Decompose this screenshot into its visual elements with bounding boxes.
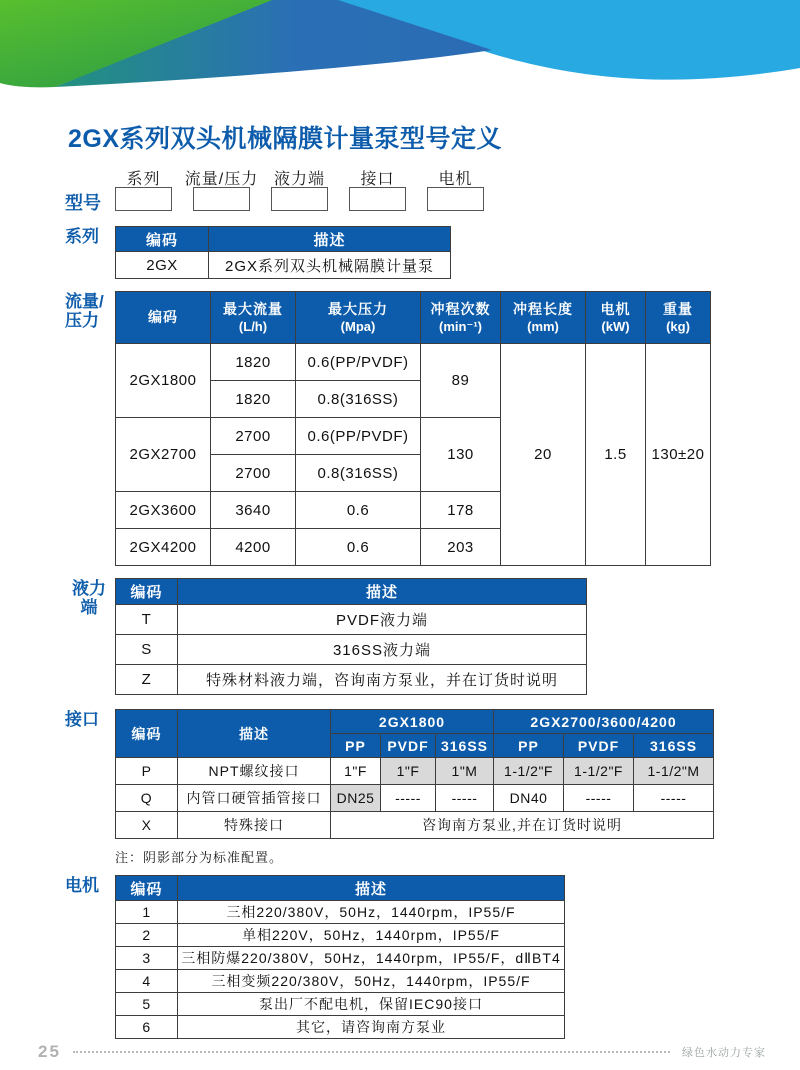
- series-side-label: 系列: [65, 227, 99, 246]
- flow-cell: 4200: [211, 529, 296, 566]
- header-cell: 编码: [116, 579, 178, 605]
- code-cell: 2: [116, 924, 178, 947]
- table-row: [116, 924, 565, 947]
- model-code-cell: 2GX2700: [116, 418, 211, 492]
- code-cell: 5: [116, 993, 178, 1016]
- table-row: [116, 758, 714, 785]
- code-cell: S: [116, 635, 178, 665]
- desc-cell: 特殊材料液力端，咨询南方泵业，并在订货时说明: [178, 665, 587, 695]
- page-footer: [0, 1042, 800, 1062]
- pressure-cell: 0.6(PP/PVDF): [296, 344, 421, 381]
- model-code-cell: 2GX1800: [116, 344, 211, 418]
- table-row: [116, 947, 565, 970]
- code-cell: 4: [116, 970, 178, 993]
- code-cell: 6: [116, 1016, 178, 1039]
- strokes-cell: 178: [421, 492, 501, 529]
- pressure-cell: 0.6: [296, 492, 421, 529]
- hydraulic-side-label: 液力 端: [72, 579, 106, 617]
- desc-cell: 316SS液力端: [178, 635, 587, 665]
- material-header-cell: 316SS: [634, 734, 714, 758]
- header-cell: 描述: [209, 227, 451, 252]
- desc-cell: 2GX系列双头机械隔膜计量泵: [209, 252, 451, 279]
- motor-table: [115, 875, 565, 1039]
- model-slot-label: 流量/压力: [184, 171, 259, 188]
- model-slot-series: [115, 171, 172, 211]
- size-cell: 1"M: [436, 758, 494, 785]
- merged-note-cell: 咨询南方泵业,并在订货时说明: [331, 812, 714, 839]
- pressure-cell: 0.8(316SS): [296, 455, 421, 492]
- footer-dotted-line: [73, 1051, 670, 1053]
- material-header-cell: PVDF: [564, 734, 634, 758]
- header-cell: 编码: [116, 710, 178, 758]
- model-slot-flow: [184, 171, 259, 211]
- table-row: [116, 1016, 565, 1039]
- code-cell: T: [116, 605, 178, 635]
- section-hydraulic-end: [72, 578, 800, 695]
- model-slot-hydraulic: [271, 171, 328, 211]
- model-slot-box: [193, 187, 250, 211]
- model-label: 型号: [65, 193, 101, 213]
- flow-cell: 1820: [211, 344, 296, 381]
- header-cell: 描述: [178, 710, 331, 758]
- table-row: [116, 970, 565, 993]
- weight-cell: 130±20: [646, 344, 711, 566]
- desc-cell: 三相变频220/380V，50Hz，1440rpm，IP55/F: [178, 970, 565, 993]
- header-cell: 冲程长度 (mm): [501, 292, 586, 344]
- desc-cell: 三相防爆220/380V，50Hz，1440rpm，IP55/F，dⅡBT4: [178, 947, 565, 970]
- pressure-cell: 0.6: [296, 529, 421, 566]
- header-cell: 编码: [116, 876, 178, 901]
- desc-cell: 内管口硬管插管接口: [178, 785, 331, 812]
- strokes-cell: 89: [421, 344, 501, 418]
- strokes-cell: 130: [421, 418, 501, 492]
- size-cell: -----: [381, 785, 436, 812]
- table-row: [116, 605, 587, 635]
- header-cell: 编码: [116, 227, 209, 252]
- header-cell: 重量 (kg): [646, 292, 711, 344]
- group-header-2gx2700-3600-4200: 2GX2700/3600/4200: [494, 710, 714, 734]
- flow-cell: 2700: [211, 455, 296, 492]
- interface-table: [115, 709, 714, 839]
- size-cell: DN40: [494, 785, 564, 812]
- flow-side-label: 流量/ 压力: [65, 292, 104, 330]
- table-row: [116, 635, 587, 665]
- header-cell: 描述: [178, 579, 587, 605]
- model-slot-label: 接口: [360, 171, 395, 188]
- model-slot-label: 电机: [438, 171, 473, 188]
- model-code-cell: 2GX4200: [116, 529, 211, 566]
- material-header-cell: PVDF: [381, 734, 436, 758]
- model-slot-label: 系列: [126, 171, 161, 188]
- desc-cell: 三相220/380V，50Hz，1440rpm，IP55/F: [178, 901, 565, 924]
- size-cell: 1-1/2"F: [564, 758, 634, 785]
- section-motor: [65, 875, 800, 1039]
- size-cell: 1"F: [381, 758, 436, 785]
- model-slot-label: 液力端: [273, 171, 326, 188]
- flow-pressure-table: [115, 291, 711, 566]
- table-row: [116, 344, 711, 381]
- page-number: 25: [38, 1042, 61, 1061]
- desc-cell: 其它，请咨询南方泵业: [178, 1016, 565, 1039]
- model-slot-box: [427, 187, 484, 211]
- flow-cell: 1820: [211, 381, 296, 418]
- model-slot-interface: [349, 171, 406, 211]
- model-slot-box: [349, 187, 406, 211]
- header-cell: 描述: [178, 876, 565, 901]
- section-series: [65, 226, 800, 279]
- table-row: [116, 993, 565, 1016]
- page-title: 2GX系列双头机械隔膜计量泵型号定义: [68, 125, 503, 153]
- desc-cell: NPT螺纹接口: [178, 758, 331, 785]
- hydraulic-end-table: [115, 578, 587, 695]
- model-slot-box: [115, 187, 172, 211]
- series-table: [115, 226, 451, 279]
- size-cell: DN25: [331, 785, 381, 812]
- material-header-cell: 316SS: [436, 734, 494, 758]
- group-header-2gx1800: 2GX1800: [331, 710, 494, 734]
- material-header-cell: PP: [494, 734, 564, 758]
- table-row: [116, 812, 714, 839]
- header-banner-graphic: [0, 0, 800, 96]
- material-header-cell: PP: [331, 734, 381, 758]
- model-number-row: [65, 166, 800, 213]
- size-cell: -----: [634, 785, 714, 812]
- flow-cell: 2700: [211, 418, 296, 455]
- size-cell: -----: [564, 785, 634, 812]
- size-cell: 1-1/2"M: [634, 758, 714, 785]
- pressure-cell: 0.8(316SS): [296, 381, 421, 418]
- header-cell: 冲程次数 (min⁻¹): [421, 292, 501, 344]
- section-flow-pressure: [65, 291, 800, 566]
- code-cell: X: [116, 812, 178, 839]
- pressure-cell: 0.6(PP/PVDF): [296, 418, 421, 455]
- motor-side-label: 电机: [65, 876, 99, 895]
- code-cell: 3: [116, 947, 178, 970]
- table-row: [116, 901, 565, 924]
- size-cell: 1-1/2"F: [494, 758, 564, 785]
- desc-cell: PVDF液力端: [178, 605, 587, 635]
- header-cell: 最大压力 (Mpa): [296, 292, 421, 344]
- model-slot-motor: [427, 171, 484, 211]
- code-cell: Z: [116, 665, 178, 695]
- footer-brand: 绿色水动力专家: [682, 1047, 766, 1059]
- strokes-cell: 203: [421, 529, 501, 566]
- desc-cell: 单相220V，50Hz，1440rpm，IP55/F: [178, 924, 565, 947]
- section-interface: [65, 709, 800, 839]
- size-cell: 1"F: [331, 758, 381, 785]
- model-slots: [115, 171, 800, 211]
- code-cell: 2GX: [116, 252, 209, 279]
- standard-config-note: 注：阴影部分为标准配置。: [115, 850, 284, 865]
- code-cell: Q: [116, 785, 178, 812]
- interface-side-label: 接口: [65, 710, 99, 729]
- table-row: [116, 252, 451, 279]
- model-code-cell: 2GX3600: [116, 492, 211, 529]
- header-cell: 最大流量 (L/h): [211, 292, 296, 344]
- header-cell: 电机 (kW): [586, 292, 646, 344]
- header-cell: 编码: [116, 292, 211, 344]
- table-row: [116, 665, 587, 695]
- table-row: [116, 785, 714, 812]
- size-cell: -----: [436, 785, 494, 812]
- desc-cell: 泵出厂不配电机，保留IEC90接口: [178, 993, 565, 1016]
- model-slot-box: [271, 187, 328, 211]
- motor-kw-cell: 1.5: [586, 344, 646, 566]
- flow-cell: 3640: [211, 492, 296, 529]
- desc-cell: 特殊接口: [178, 812, 331, 839]
- code-cell: P: [116, 758, 178, 785]
- code-cell: 1: [116, 901, 178, 924]
- stroke-length-cell: 20: [501, 344, 586, 566]
